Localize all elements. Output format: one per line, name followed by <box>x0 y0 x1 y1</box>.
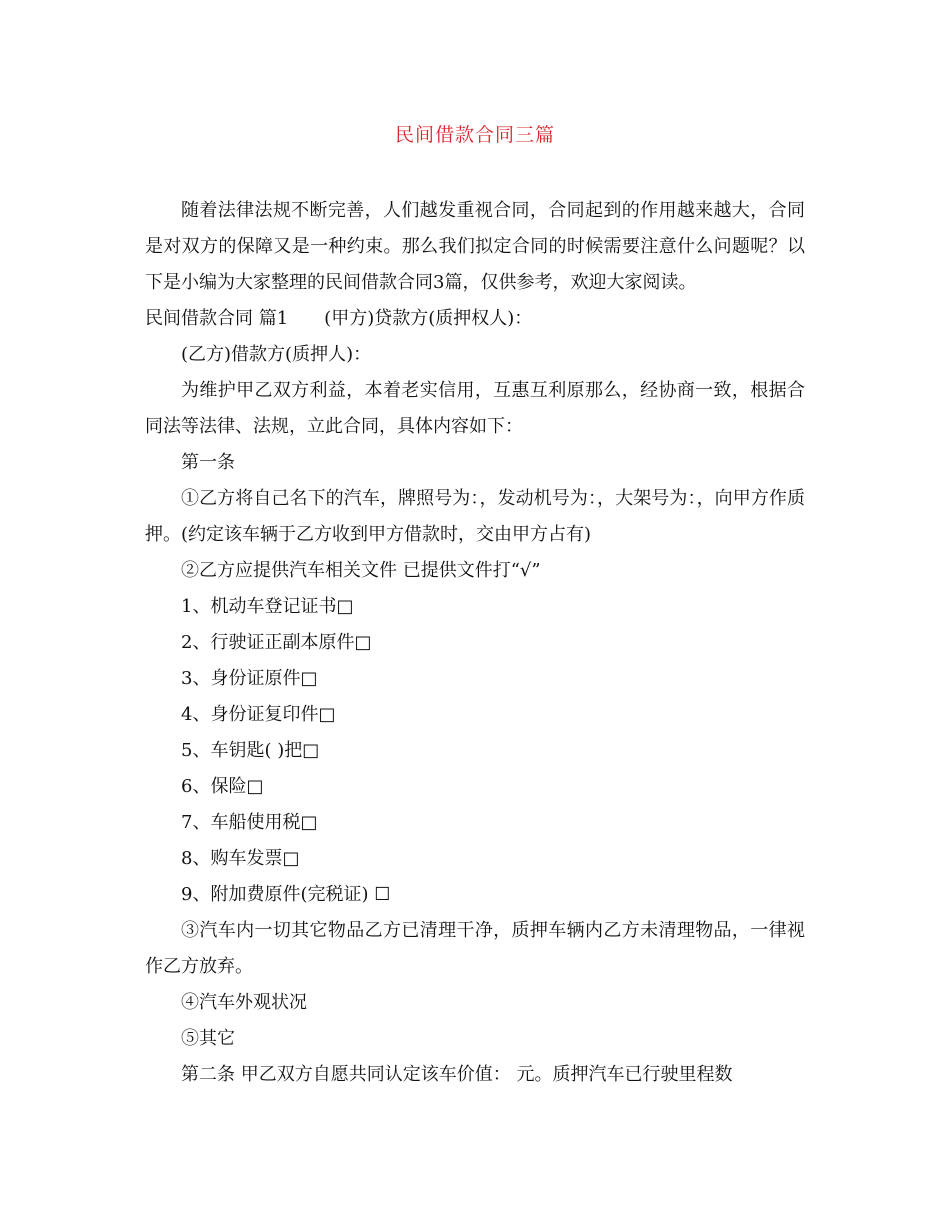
checklist-item: 8、购车发票□ <box>181 848 300 869</box>
checklist-item: 2、行驶证正副本原件□ <box>181 632 372 653</box>
checklist-item: 1、机动车登记证书□ <box>181 596 354 617</box>
clause-1-paragraph: ①乙方将自己名下的汽车，牌照号为：，发动机号为：，大架号为：，向甲方作质押。(约定该车辆于乙方收到甲方借款时，交由甲方占有) <box>145 488 805 545</box>
checklist-item: 6、保险□ <box>181 776 264 797</box>
checklist-item: 7、车船使用税□ <box>181 812 318 833</box>
document-title: 民间借款合同三篇 <box>394 124 555 146</box>
party-b-line: (乙方)借款方(质押人)： <box>181 344 372 365</box>
document-body <box>145 193 805 1093</box>
clause-3-paragraph: ③汽车内一切其它物品乙方已清理干净，质押车辆内乙方未清理物品，一律视作乙方放弃。 <box>145 920 805 977</box>
clause-4-paragraph: ④汽车外观状况 <box>181 992 307 1013</box>
clause-5-paragraph: ⑤其它 <box>181 1028 235 1049</box>
preamble-paragraph: 为维护甲乙双方利益，本着老实信用，互惠互利原那么，经协商一致，根据合同法等法律、法规，立此合同，具体内容如下： <box>145 380 805 437</box>
contract-heading-line: 民间借款合同 篇1 (甲方)贷款方(质押权人)： <box>145 308 533 329</box>
checklist-item: 4、身份证复印件□ <box>181 704 336 725</box>
article-1-heading: 第一条 <box>181 452 235 473</box>
article-2-paragraph: 第二条 甲乙双方自愿共同认定该车价值： 元。质押汽车已行驶里程数 <box>181 1064 733 1085</box>
clause-2-paragraph: ②乙方应提供汽车相关文件 已提供文件打“√” <box>181 560 541 581</box>
intro-paragraph: 随着法律法规不断完善，人们越发重视合同，合同起到的作用越来越大，合同是对双方的保障又是一种约束。那么我们拟定合同的时候需要注意什么问题呢？以下是小编为大家整理的民间借款合同3篇，仅供参考，欢迎大家阅读。 <box>145 200 805 293</box>
checklist-item: 9、附加费原件(完税证) ☐ <box>181 884 391 905</box>
checklist-item: 3、身份证原件□ <box>181 668 318 689</box>
checklist-item: 5、车钥匙( )把□ <box>181 740 320 761</box>
